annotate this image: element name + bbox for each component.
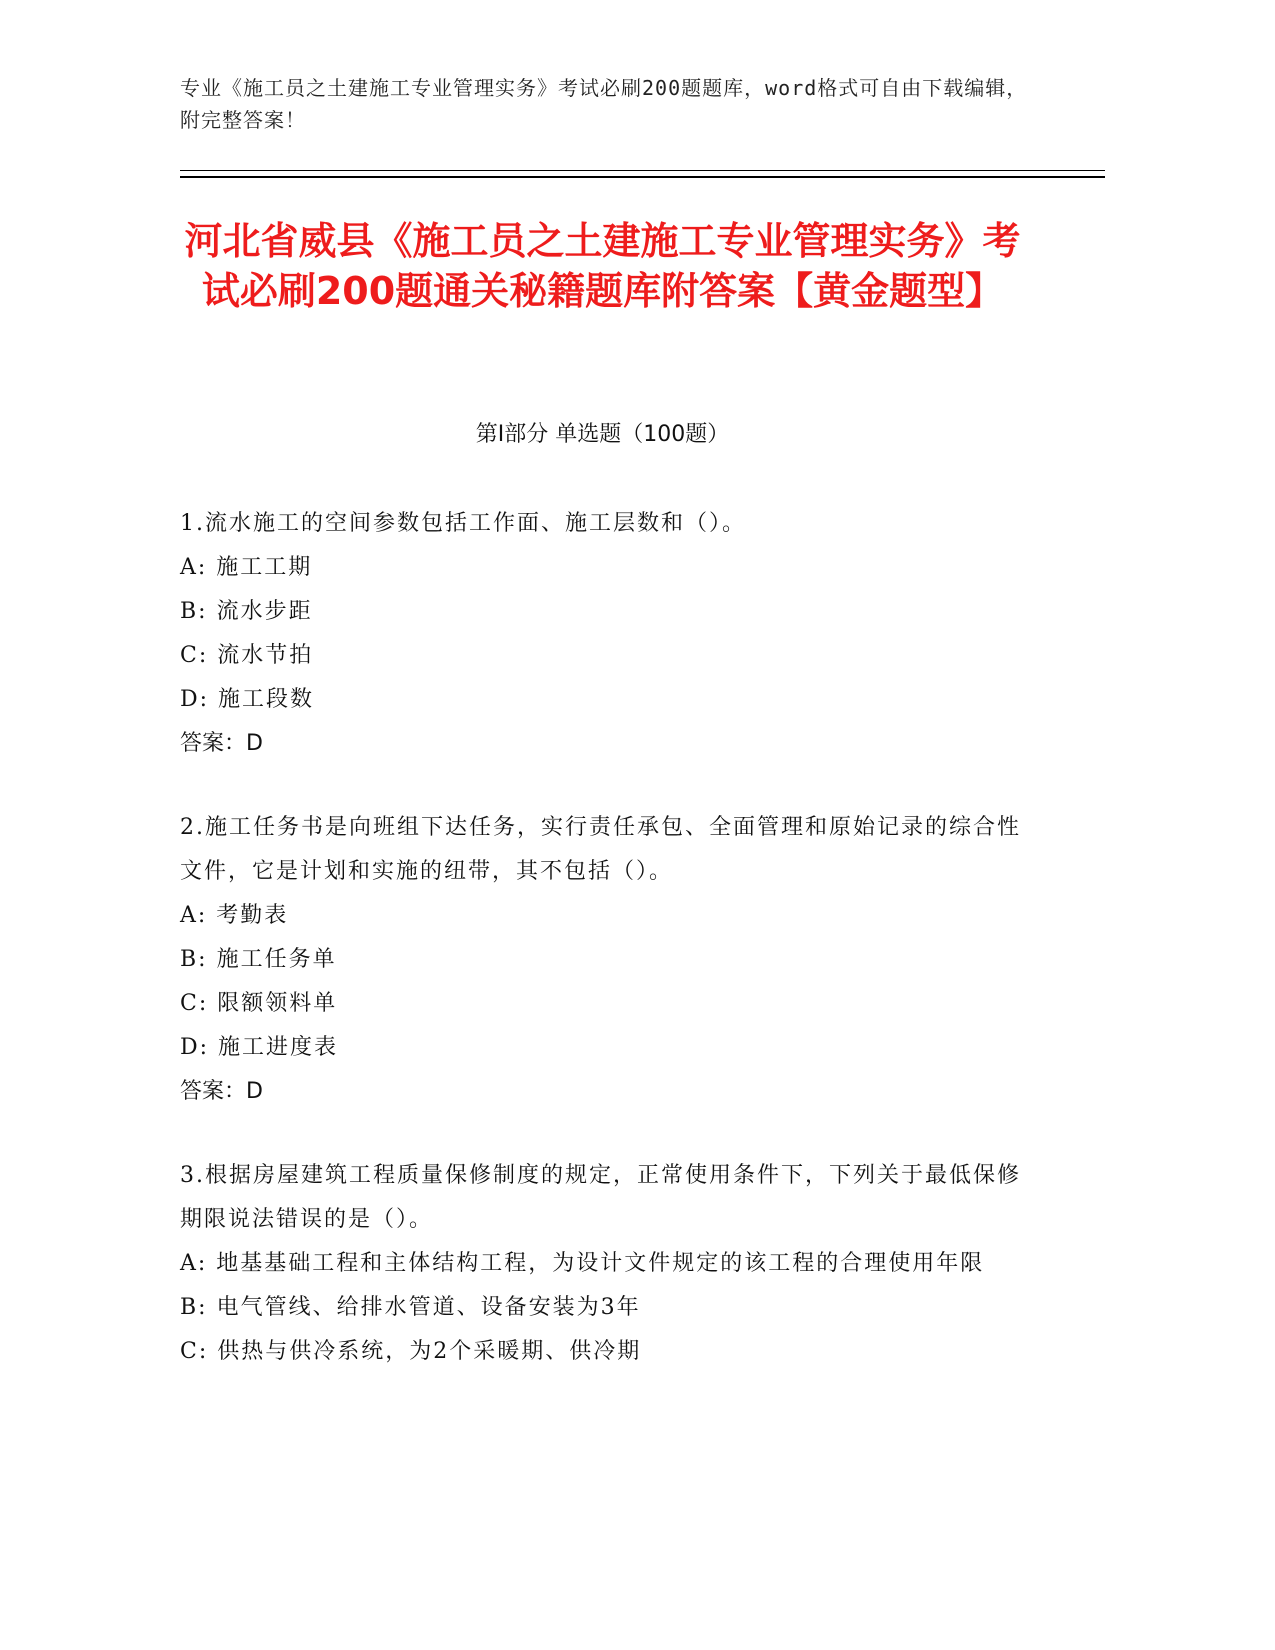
option-a: A: 考勤表 bbox=[180, 903, 289, 928]
header-note: 专业《施工员之土建施工专业管理实务》考试必刷200题题库，word格式可自由下载编辑，附完整答案！ bbox=[180, 76, 1028, 132]
question-1 bbox=[180, 502, 1030, 766]
option-d: D: 施工段数 bbox=[180, 687, 315, 712]
option-b: B: 电气管线、给排水管道、设备安装为3年 bbox=[180, 1295, 641, 1320]
question-list bbox=[180, 502, 1030, 1414]
header-divider-thick bbox=[180, 176, 1105, 178]
section-heading: 第Ⅰ部分 单选题（100题） bbox=[475, 422, 730, 447]
answer-line: 答案：D bbox=[180, 731, 263, 756]
option-c: C: 供热与供冷系统，为2个采暖期、供冷期 bbox=[180, 1339, 642, 1364]
option-d: D: 施工进度表 bbox=[180, 1035, 339, 1060]
question-stem: 1.流水施工的空间参数包括工作面、施工层数和（）。 bbox=[180, 511, 746, 536]
option-c: C: 流水节拍 bbox=[180, 643, 314, 668]
question-3 bbox=[180, 1154, 1030, 1374]
question-stem: 3.根据房屋建筑工程质量保修制度的规定，正常使用条件下，下列关于最低保修期限说法错误的是（）。 bbox=[180, 1163, 1021, 1232]
option-b: B: 施工任务单 bbox=[180, 947, 337, 972]
question-2 bbox=[180, 806, 1030, 1114]
header-divider-thin bbox=[180, 170, 1105, 171]
option-a: A: 施工工期 bbox=[180, 555, 313, 580]
option-a: A: 地基基础工程和主体结构工程，为设计文件规定的该工程的合理使用年限 bbox=[180, 1251, 985, 1276]
document-title: 河北省威县《施工员之土建施工专业管理实务》考试必刷200题通关秘籍题库附答案【黄金题型】 bbox=[184, 219, 1021, 313]
option-b: B: 流水步距 bbox=[180, 599, 313, 624]
option-c: C: 限额领料单 bbox=[180, 991, 338, 1016]
answer-line: 答案：D bbox=[180, 1079, 263, 1104]
question-stem: 2.施工任务书是向班组下达任务，实行责任承包、全面管理和原始记录的综合性文件，它是计划和实施的纽带，其不包括（）。 bbox=[180, 815, 1021, 884]
